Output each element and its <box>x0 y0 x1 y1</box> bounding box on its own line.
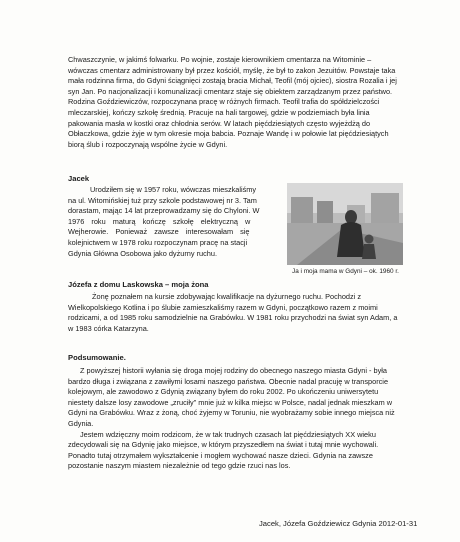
intro-line: biorą ślub i rozpoczynają wspólne życie w Gdyni. <box>68 139 228 149</box>
jozefa-paragraph <box>68 292 412 334</box>
jacek-line: kolejnictwem w 1978 roku rozpoczynam pracę na stacji <box>68 237 248 247</box>
intro-line: wówczas cmentarz administrowany był przez kościół, myślę, że był to zakon Jezuitów. Powstaje taka <box>68 65 396 75</box>
jacek-line: 1976 roku maturą kończę szkołę elektryczną w <box>68 216 251 226</box>
summary-line: Ponadto tutaj otrzymałem wykształcenie i mogłem wychować nasze dzieci. Gdynia na zawsze <box>68 450 373 460</box>
jozefa-line: Wielkopolskiego Kotlina i po ślubie zamieszkaliśmy razem w Gdyni, początkowo razem z moimi <box>68 302 378 312</box>
jozefa-line: Żonę poznałem na kursie zdobywając kwalifikacje na dyżurnego ruchu. Pochodzi z <box>92 292 362 301</box>
section-heading-jacek: Jacek <box>68 174 90 183</box>
jacek-line: dorastam, mając 14 lat przeprowadzamy się do Chyloni. W <box>68 206 260 216</box>
intro-line: mleczarskiej, kończy szkołę średnią. Pracuje na hali targowej, gdzie w podziemiach była linia <box>68 107 370 117</box>
summary-line: kolejowym, ale zawodowo z Gdynią związany byłem do roku 2002. Po ukończeniu uniwersytetu <box>68 387 379 397</box>
summary-line: zdecydowali się na Gdynię jako miejsce, w którym przyszedłem na świat i tutaj mnie wychowali. <box>68 440 379 450</box>
intro-line: syn Jan. Po nacjonalizacji i komunalizacji cmentarz staje się obiektem zarządzanym przez państwo. <box>68 86 393 96</box>
section-heading-summary: Podsumowanie. <box>68 353 126 362</box>
photo-caption: Ja i moja mama w Gdyni – ok. 1960 r. <box>292 268 399 275</box>
section-heading-jozefa: Józefa z domu Laskowska – moja żona <box>68 280 209 289</box>
intro-paragraph <box>68 55 412 150</box>
summary-line: bardzo długa i związana z zawiłymi losami naszego państwa. Obecnie nadal pracuję w transporcie <box>68 376 389 386</box>
intro-line: mała rodzinna firma, do Gdyni ściągnięci zostają bracia Michał, Teofil (mój ojciec), siostra Rozalia i jej <box>68 76 397 86</box>
summary-line: Jestem wdzięczny moim rodzicom, że w tak trudnych czasach lat pięćdziesiątych XX wieku <box>80 429 376 439</box>
intro-line: Chwaszczynie, w jakimś folwarku. Po wojnie, zostaje kierownikiem cmentarza na Witominie – <box>68 55 372 64</box>
summary-line: niestety dalsze losy zawodowe „zruciły” mnie już w kilka miejsc w Polsce, nadal jednak mieszkam w <box>68 397 393 407</box>
jozefa-line: w 1983 córka Katarzyna. <box>68 323 149 333</box>
jozefa-line: rodzicami, a od 1985 roku samodzielnie na Grabówku. W 1981 roku przychodzi na świat syn Adam, a <box>68 313 398 323</box>
summary-line: Gdynia. <box>68 418 94 428</box>
jacek-line: Gdynia Główna Osobowa jako dyżurny ruchu. <box>68 248 217 258</box>
intro-line: Rodzina Goździewiczów, rozpoczynana pracę w różnych firmach. Teofil trafia do spółdzielczości <box>68 97 380 107</box>
summary-line: pozostanie naszym miastem niezależnie od tego gdzie rzuci nas los. <box>68 461 291 471</box>
family-photo-image <box>287 183 403 265</box>
intro-line: pakowania masła w kostki oraz chłodnia serów. W latach pięćdziesiątych często wyjeżdżą do <box>68 118 371 128</box>
summary-line: Z powyższej historii wyłania się droga mojej rodziny do obecnego naszego miasta Gdyni - była <box>80 366 387 375</box>
jacek-line: Wejherowie. Ponieważ zawsze interesowałam się <box>68 227 250 237</box>
signature-line: Jacek, Józefa Goździewicz Gdynia 2012-01-31 <box>259 519 418 528</box>
summary-line: Gdyni na Grabówku. Wraz z żoną, choć żyjemy w Toruniu, nie wyobrażamy sobie innego miejsca niż <box>68 408 395 418</box>
jacek-line: na ul. Witomińskiej tuż przy szkole podstawowej nr 3. Tam <box>68 195 257 205</box>
jacek-paragraph <box>68 185 268 259</box>
intro-line: Obłaczkowa, gdzie żyje w tym okresie moja babcia. Poznaje Wandę i w połowie lat pięćdziesiątych <box>68 129 389 139</box>
family-photo <box>287 183 403 265</box>
jacek-line: Urodziłem się w 1957 roku, wówczas mieszkaliśmy <box>90 185 257 194</box>
summary-paragraph <box>68 366 412 472</box>
